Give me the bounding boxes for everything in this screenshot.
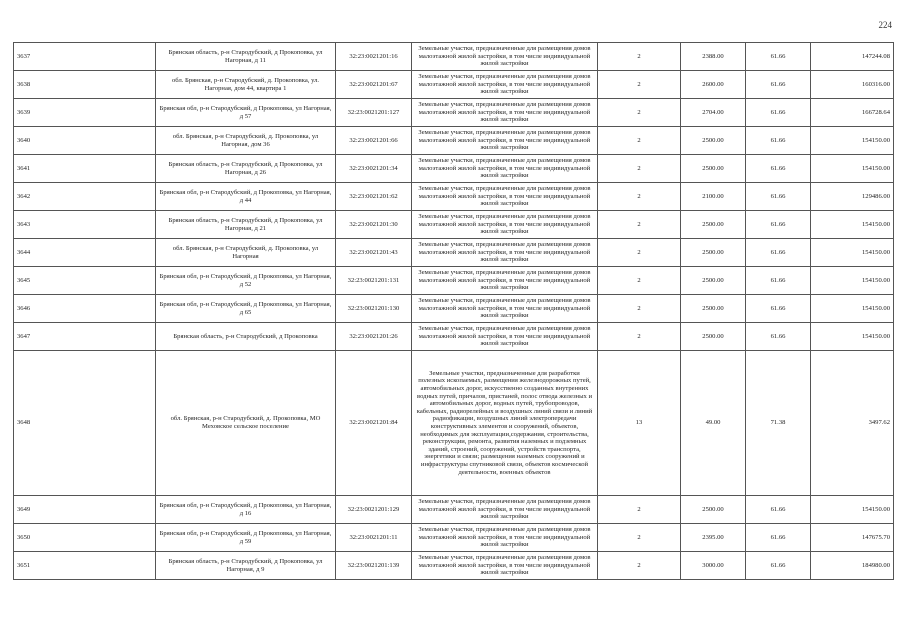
row-cadastral-value: 154150.00 (811, 323, 894, 351)
row-specific-value: 61.66 (746, 155, 811, 183)
row-specific-value: 61.66 (746, 239, 811, 267)
table-row (14, 43, 894, 71)
row-address: обл. Брянская, р-н Стародубский, д. Прокоповка, ул. Нагорная, дом 44, квартира 1 (156, 71, 336, 99)
row-address: Брянская обл, р-н Стародубский, д Прокоповка, ул Нагорная, д 59 (156, 524, 336, 552)
row-cadastral-value: 166728.64 (811, 99, 894, 127)
row-area: 2388.00 (681, 43, 746, 71)
row-number: 3649 (14, 496, 156, 524)
row-number: 3643 (14, 211, 156, 239)
row-area: 2500.00 (681, 323, 746, 351)
row-use-code: 2 (598, 155, 681, 183)
row-specific-value: 61.66 (746, 127, 811, 155)
row-cadastral-value: 154150.00 (811, 239, 894, 267)
table-row (14, 295, 894, 323)
row-number: 3641 (14, 155, 156, 183)
table-body (14, 43, 894, 580)
row-specific-value: 61.66 (746, 323, 811, 351)
row-area: 2500.00 (681, 127, 746, 155)
row-specific-value: 61.66 (746, 267, 811, 295)
row-area: 3000.00 (681, 552, 746, 580)
row-cadastral-value: 154150.00 (811, 127, 894, 155)
row-specific-value: 61.66 (746, 183, 811, 211)
row-specific-value: 61.66 (746, 71, 811, 99)
row-use-code: 13 (598, 351, 681, 496)
table-row (14, 552, 894, 580)
row-address: Брянская обл, р-н Стародубский, д Прокоповка, ул Нагорная, д 52 (156, 267, 336, 295)
table-row (14, 351, 894, 496)
row-number: 3645 (14, 267, 156, 295)
row-number: 3647 (14, 323, 156, 351)
row-number: 3648 (14, 351, 156, 496)
row-area: 2500.00 (681, 295, 746, 323)
row-cadastral-number: 32:23:0021201:43 (336, 239, 412, 267)
row-use-code: 2 (598, 71, 681, 99)
row-use-code: 2 (598, 211, 681, 239)
table-row (14, 99, 894, 127)
row-cadastral-number: 32:23:0021201:129 (336, 496, 412, 524)
row-area: 2500.00 (681, 239, 746, 267)
row-address: обл. Брянская, р-н Стародубский, д. Прокоповка, ул Нагорная, дом 36 (156, 127, 336, 155)
row-cadastral-number: 32:23:0021201:131 (336, 267, 412, 295)
row-use-code: 2 (598, 239, 681, 267)
row-cadastral-number: 32:23:0021201:67 (336, 71, 412, 99)
row-cadastral-value: 154150.00 (811, 211, 894, 239)
row-cadastral-number: 32:23:0021201:139 (336, 552, 412, 580)
row-address: Брянская обл, р-н Стародубский, д Прокоповка, ул Нагорная, д 44 (156, 183, 336, 211)
row-specific-value: 61.66 (746, 552, 811, 580)
row-specific-value: 61.66 (746, 524, 811, 552)
row-cadastral-number: 32:23:0021201:62 (336, 183, 412, 211)
row-area: 49.00 (681, 351, 746, 496)
row-cadastral-number: 32:23:0021201:130 (336, 295, 412, 323)
row-cadastral-value: 154150.00 (811, 155, 894, 183)
row-number: 3650 (14, 524, 156, 552)
row-cadastral-number: 32:23:0021201:34 (336, 155, 412, 183)
row-address: Брянская область, р-н Стародубский, д Прокоповка, ул Нагорная, д 11 (156, 43, 336, 71)
row-number: 3638 (14, 71, 156, 99)
row-land-category: Земельные участки, предназначенные для размещения домов малоэтажной жилой застройки, в том числе индивидуальной жилой застройки (412, 43, 598, 71)
row-specific-value: 71.38 (746, 351, 811, 496)
row-area: 2500.00 (681, 496, 746, 524)
row-land-category: Земельные участки, предназначенные для размещения домов малоэтажной жилой застройки, в том числе индивидуальной жилой застройки (412, 155, 598, 183)
row-cadastral-number: 32:23:0021201:30 (336, 211, 412, 239)
row-cadastral-value: 154150.00 (811, 295, 894, 323)
row-land-category: Земельные участки, предназначенные для разработки полезных ископаемых, размещения железнодорожных путей, автомобильных дорог, искусственно созданных внутренних водных путей, причалов, пристаней, полос отвода железных и автомобильных дорог, водных путей, трубопроводов, кабельных, радиорелейных и воздушных линий связи и линий радиофикации, воздушных линий электропередачи конструктивных элементов и сооружений, объектов, необходимых для эксплуатации,содержания, строительства, реконструкции, ремонта, развития наземных и подземных зданий, строений, сооружений, устройств транспорта, энергетики и связи; размещения наземных сооружений и инфраструктуры спутниковой связи, объектов космической деятельности, военных объектов (412, 351, 598, 496)
row-use-code: 2 (598, 99, 681, 127)
row-number: 3637 (14, 43, 156, 71)
row-cadastral-value: 160316.00 (811, 71, 894, 99)
row-use-code: 2 (598, 267, 681, 295)
row-cadastral-number: 32:23:0021201:66 (336, 127, 412, 155)
row-specific-value: 61.66 (746, 99, 811, 127)
row-land-category: Земельные участки, предназначенные для размещения домов малоэтажной жилой застройки, в том числе индивидуальной жилой застройки (412, 295, 598, 323)
row-cadastral-number: 32:23:0021201:26 (336, 323, 412, 351)
row-number: 3640 (14, 127, 156, 155)
table-row (14, 211, 894, 239)
row-cadastral-value: 147244.08 (811, 43, 894, 71)
row-area: 2100.00 (681, 183, 746, 211)
row-address: Брянская обл, р-н Стародубский, д Прокоповка, ул Нагорная, д 16 (156, 496, 336, 524)
row-address: Брянская область, р-н Стародубский, д Прокоповка (156, 323, 336, 351)
row-land-category: Земельные участки, предназначенные для размещения домов малоэтажной жилой застройки, в том числе индивидуальной жилой застройки (412, 496, 598, 524)
cadastral-table (13, 42, 894, 580)
row-address: Брянская область, р-н Стародубский, д Прокоповка, ул Нагорная, д 26 (156, 155, 336, 183)
row-address: обл. Брянская, р-н Стародубский, д. Прокоповка, ул Нагорная (156, 239, 336, 267)
row-area: 2395.00 (681, 524, 746, 552)
row-cadastral-value: 154150.00 (811, 267, 894, 295)
row-address: Брянская обл, р-н Стародубский, д Прокоповка, ул Нагорная, д 65 (156, 295, 336, 323)
row-address: Брянская область, р-н Стародубский, д Прокоповка, ул Нагорная, д 21 (156, 211, 336, 239)
page-number: 224 (878, 20, 892, 30)
row-cadastral-value: 154150.00 (811, 496, 894, 524)
row-use-code: 2 (598, 183, 681, 211)
table-row (14, 183, 894, 211)
row-cadastral-value: 147675.70 (811, 524, 894, 552)
table-row (14, 155, 894, 183)
row-number: 3639 (14, 99, 156, 127)
row-specific-value: 61.66 (746, 211, 811, 239)
row-address: обл. Брянская, р-н Стародубский, д. Прокоповка, МО Меховское сельское поселение (156, 351, 336, 496)
row-land-category: Земельные участки, предназначенные для размещения домов малоэтажной жилой застройки, в том числе индивидуальной жилой застройки (412, 183, 598, 211)
row-land-category: Земельные участки, предназначенные для размещения домов малоэтажной жилой застройки, в том числе индивидуальной жилой застройки (412, 552, 598, 580)
row-land-category: Земельные участки, предназначенные для размещения домов малоэтажной жилой застройки, в том числе индивидуальной жилой застройки (412, 127, 598, 155)
row-number: 3644 (14, 239, 156, 267)
row-specific-value: 61.66 (746, 295, 811, 323)
row-use-code: 2 (598, 295, 681, 323)
table-row (14, 496, 894, 524)
row-use-code: 2 (598, 496, 681, 524)
table-row (14, 71, 894, 99)
row-cadastral-number: 32:23:0021201:84 (336, 351, 412, 496)
table-row (14, 323, 894, 351)
row-cadastral-number: 32:23:0021201:127 (336, 99, 412, 127)
row-area: 2500.00 (681, 155, 746, 183)
row-use-code: 2 (598, 43, 681, 71)
row-land-category: Земельные участки, предназначенные для размещения домов малоэтажной жилой застройки, в том числе индивидуальной жилой застройки (412, 524, 598, 552)
table-row (14, 267, 894, 295)
row-land-category: Земельные участки, предназначенные для размещения домов малоэтажной жилой застройки, в том числе индивидуальной жилой застройки (412, 239, 598, 267)
row-cadastral-value: 3497.62 (811, 351, 894, 496)
row-number: 3642 (14, 183, 156, 211)
row-specific-value: 61.66 (746, 43, 811, 71)
row-cadastral-value: 129486.00 (811, 183, 894, 211)
row-land-category: Земельные участки, предназначенные для размещения домов малоэтажной жилой застройки, в том числе индивидуальной жилой застройки (412, 323, 598, 351)
row-area: 2704.00 (681, 99, 746, 127)
row-land-category: Земельные участки, предназначенные для размещения домов малоэтажной жилой застройки, в том числе индивидуальной жилой застройки (412, 71, 598, 99)
row-area: 2600.00 (681, 71, 746, 99)
row-land-category: Земельные участки, предназначенные для размещения домов малоэтажной жилой застройки, в том числе индивидуальной жилой застройки (412, 267, 598, 295)
row-specific-value: 61.66 (746, 496, 811, 524)
row-number: 3646 (14, 295, 156, 323)
row-land-category: Земельные участки, предназначенные для размещения домов малоэтажной жилой застройки, в том числе индивидуальной жилой застройки (412, 211, 598, 239)
row-number: 3651 (14, 552, 156, 580)
row-cadastral-value: 184980.00 (811, 552, 894, 580)
row-area: 2500.00 (681, 267, 746, 295)
row-address: Брянская область, р-н Стародубский, д Прокоповка, ул Нагорная, д 9 (156, 552, 336, 580)
table-row (14, 127, 894, 155)
row-area: 2500.00 (681, 211, 746, 239)
row-use-code: 2 (598, 323, 681, 351)
row-use-code: 2 (598, 127, 681, 155)
table-row (14, 524, 894, 552)
row-use-code: 2 (598, 552, 681, 580)
row-address: Брянская обл, р-н Стародубский, д Прокоповка, ул Нагорная, д 57 (156, 99, 336, 127)
row-cadastral-number: 32:23:0021201:11 (336, 524, 412, 552)
row-use-code: 2 (598, 524, 681, 552)
table-row (14, 239, 894, 267)
row-land-category: Земельные участки, предназначенные для размещения домов малоэтажной жилой застройки, в том числе индивидуальной жилой застройки (412, 99, 598, 127)
row-cadastral-number: 32:23:0021201:16 (336, 43, 412, 71)
